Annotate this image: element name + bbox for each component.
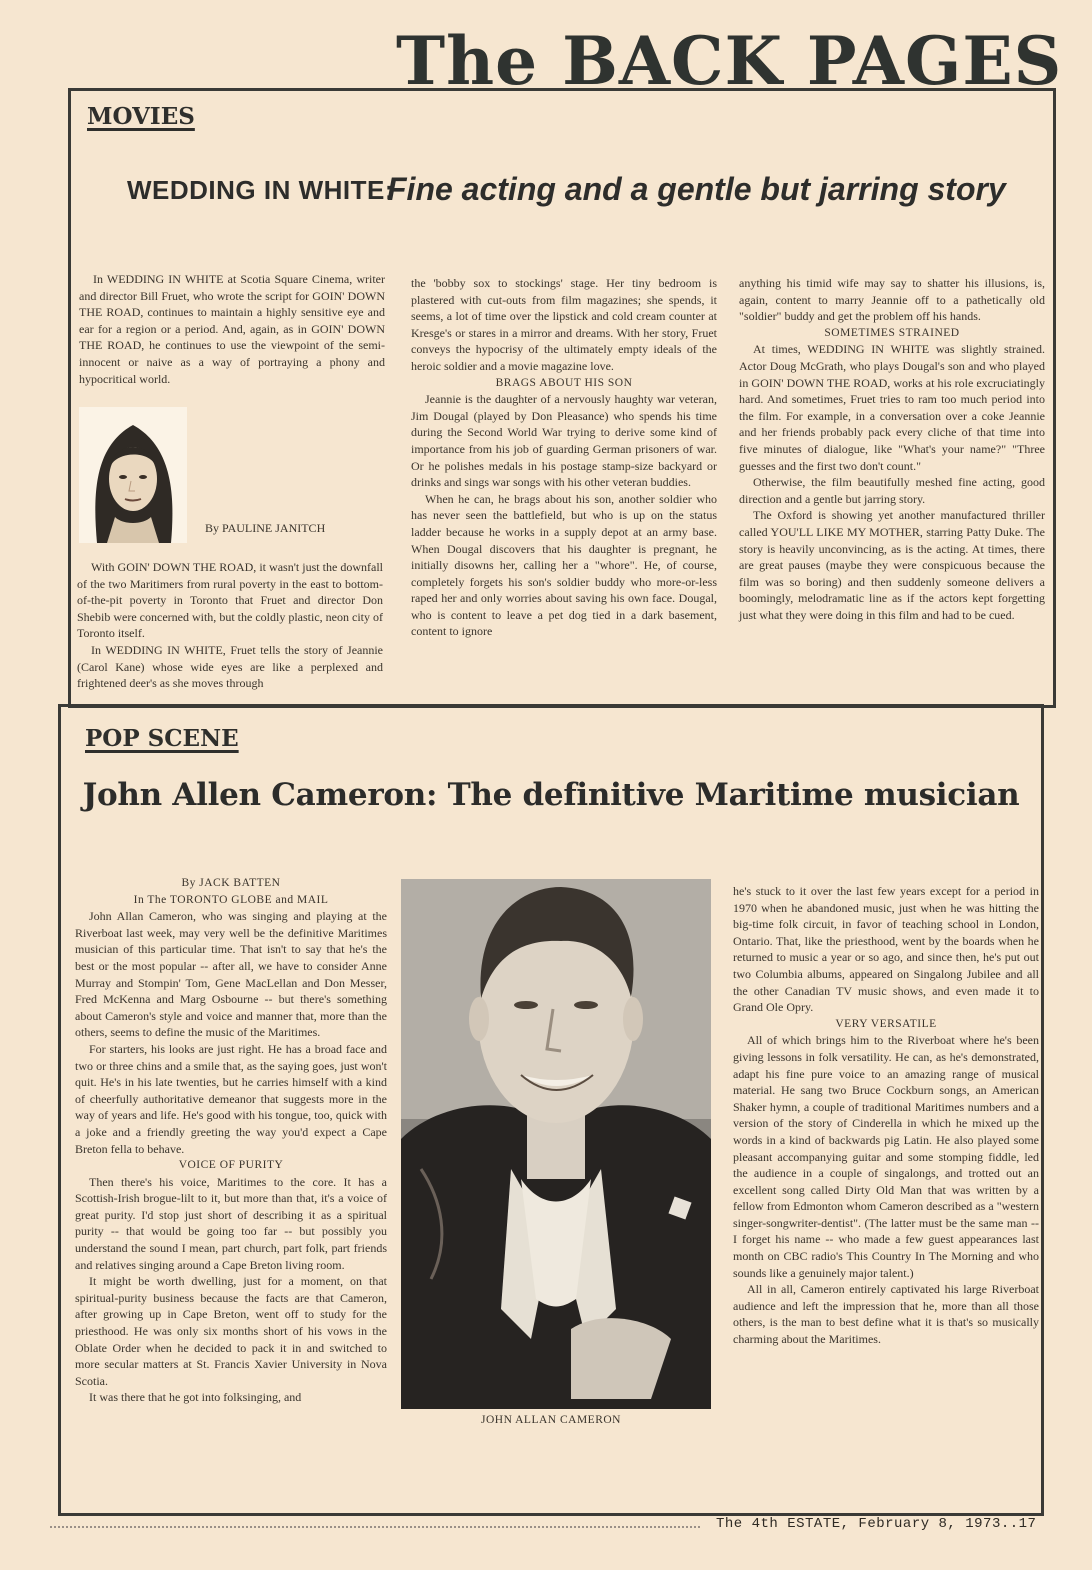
photo-caption: JOHN ALLAN CAMERON	[481, 1414, 621, 1426]
movie-headline-title: WEDDING IN WHITE:	[127, 175, 395, 205]
movie-column-3	[739, 275, 1045, 623]
paragraph: Jeannie is the daughter of a nervously haughty war veteran, Jim Dougal (played by Don Pleasance) who spends his time during the Second World War trying to derive some kind of importance from his job of guarding German prisoners of war. Or he polishes medals in his postage stamp-size backyard or drinks and sings war songs with his other veteran buddies.	[411, 392, 717, 490]
paragraph: In WEDDING IN WHITE, Fruet tells the story of Jeannie (Carol Kane) whose wide eyes are like a perplexed and frightened deer's as she moves through	[77, 642, 383, 691]
movie-column-1	[79, 271, 385, 387]
section-label-pop-scene: POP SCENE	[85, 725, 239, 752]
movie-headline-subtitle: Fine acting and a gentle but jarring story	[387, 171, 1006, 207]
paragraph: At times, WEDDING IN WHITE was slightly strained. Actor Doug McGrath, who plays Dougal's son and who played in GOIN' DOWN THE ROAD, works at his role excruciatingly hard. And sometimes, Fruet tries to ram too much period into the film. For example, in a conversation over a coke Jeannie and her friends probably pack every cliche of that time into five minutes of dialogue, like "What's your name?" "Three guesses and the first two don't count."	[739, 342, 1045, 473]
paragraph: In WEDDING IN WHITE at Scotia Square Cinema, writer and director Bill Fruet, who wrote the script for GOIN' DOWN THE ROAD, continues to maintain a highly sensitive eye and ear for a region or a period. And, again, as in GOIN' DOWN THE ROAD, he continues to use the viewpoint of the semi-innocent or naive as a way of portraying a phony and hypocritical world.	[79, 272, 385, 386]
pop-column-3	[733, 883, 1039, 1348]
movies-section	[68, 88, 1056, 708]
paragraph: the 'bobby sox to stockings' stage. Her tiny bedroom is plastered with cut-outs from film magazines; she spends, it seems, a lot of time over the lipstick and cold cream counter at Kresge's or stares in a mirror and dreams. With her story, Fruet conveys the hypocrisy of the ultimately empty ideals of the heroic soldier and a movie magazine love.	[411, 276, 717, 373]
paragraph: With GOIN' DOWN THE ROAD, it wasn't just the downfall of the two Maritimers from rural poverty in the east to bottom-of-the-pit poverty in Toronto that Fruet and director Don Shebib were concerned with, but the coldly plastic, neon city of Toronto itself.	[77, 560, 383, 641]
portrait-image	[79, 407, 187, 543]
subhead: BRAGS ABOUT HIS SON	[495, 376, 633, 389]
paragraph: John Allan Cameron, who was singing and playing at the Riverboat last week, may very well be the definitive Maritimes musician of this particular time. That isn't to say that he's the best or the most popular -- after all, we have to consider Anne Murray and Stompin' Tom, Gene MacLellan and Don Messer, Fred McKenna and Marg Osbourne -- but there's something about Cameron's style and voice and manner that, more than the others, seems to define the music of the Maritimes.	[75, 909, 387, 1040]
paragraph: The Oxford is showing yet another manufactured thriller called YOU'LL LIKE MY MOTHER, starring Patty Duke. The story is heavily unconvincing, as is the acting. At times, there are great pauses (maybe they were conspicuous because the film was so boring) and then suddenly someone delivers a boomingly, melodramatic line as if the actors kept forgetting just what they were doing in this film and had to be cued.	[739, 508, 1045, 622]
paragraph: Then there's his voice, Maritimes to the core. It has a Scottish-Irish brogue-lilt to it, but more than that, it's a voice of great purity. I'd stop just short of describing it as a spiritual purity -- that would be going too far -- but possibly you understand the sound I mean, part church, part folk, part friends and relatives singing around a Cape Breton living room.	[75, 1174, 387, 1272]
movie-byline: By PAULINE JANITCH	[205, 521, 326, 535]
musician-portrait-image	[401, 879, 711, 1409]
masthead: The BACK PAGES	[396, 22, 1063, 100]
paragraph: For starters, his looks are just right. He has a broad face and two or three chins and a smile that, as the saying goes, just won't quit. He's in his late twenties, but he carries himself with a kind of cheerfully authoritative demeanor that suggests more in the way of years and life. He's good with his tongue, too, quick with a joke and a friendly greeting the way you'd expect a Cape Breton fella to behave.	[75, 1041, 387, 1156]
movie-column-2	[411, 275, 717, 640]
byline-source: In The TORONTO GLOBE and MAIL	[133, 893, 329, 906]
paragraph: anything his timid wife may say to shatter his illusions, is, again, content to marry Jeannie off to a pathetically old "soldier" buddy and get the problem off his hands.	[739, 276, 1045, 324]
paragraph: he's stuck to it over the last few years except for a period in 1970 when he abandoned music, just when he was hitting the big-time folk circuit, in favor of teaching school in London, Ontario. That, like the priesthood, went by the boards when he returned to music a year or so ago, and since then, he's put out two Columbia albums, appeared on Singalong Jubilee and all the other Canadian TV music shows, and even made it to Grand Ole Opry.	[733, 884, 1039, 1015]
subhead: VOICE OF PURITY	[178, 1159, 284, 1172]
paragraph: All in all, Cameron entirely captivated his large Riverboat audience and left the impression that he, more than all those others, is the man to best define what it is that's so musically charming about the Maritimes.	[733, 1282, 1039, 1347]
paragraph: Otherwise, the film beautifully meshed fine acting, good direction and a gentle but jarring story.	[739, 475, 1045, 506]
page-footer: The 4th ESTATE, February 8, 1973..17	[716, 1516, 1037, 1532]
pop-scene-section	[58, 704, 1044, 1516]
byline: By JACK BATTEN	[181, 877, 281, 889]
musician-photo	[401, 879, 711, 1409]
paragraph: It might be worth dwelling, just for a moment, on that spiritual-purity business because the facts are that Cameron, after growing up in Cape Breton, went off to study for the priesthood. He was only six months short of his vows in the Oblate Order when he decided to pack it in and switched to more secular matters at St. Francis Xavier University in Nova Scotia.	[75, 1274, 387, 1388]
subhead: VERY VERSATILE	[835, 1017, 937, 1030]
subhead: SOMETIMES STRAINED	[824, 326, 960, 339]
section-label-movies: MOVIES	[87, 103, 195, 130]
paragraph: It was there that he got into folksinging, and	[89, 1390, 302, 1405]
paragraph: All of which brings him to the Riverboat where he's been giving lessons in folk versatility. He can, as he's demonstrated, adapt his fine pure voice to an amazing range of musical material. He sang two Bruce Cockburn songs, an American Shaker hymn, a couple of traditional Maritimes numbers and a version of the story of Cinderella in which he mixed up the words in a kind of backwards pig Latin. He also played some pleasant accompanying guitar and some stomping fiddle, led the audience in a couple of singalongs, and trotted out an excellent song called Dirty Old Man that was written by a fellow from Edmonton whom Cameron described as a "western singer-songwriter-dentist". (The latter must be the same man -- I forget his name -- who made a few guest appearances last month on CBC radio's This Country In The Morning and who sounds like a genuinely major talent.)	[733, 1033, 1039, 1280]
pop-column-1	[75, 875, 387, 1406]
paragraph: When he can, he brags about his son, another soldier who has never seen the battlefield, but who is up on the status ladder because he works in a supply depot at an army base. When Dougal discovers that his daughter is pregnant, he initially disowns her, calling her a "whore". He, of course, completely forgets his son's soldier buddy who more-or-less raped her and only worries about saving his own face. Dougal, who is content to leave a pet dog tied in a dark basement, content to ignore	[411, 491, 717, 639]
pop-headline: John Allen Cameron: The definitive Maritime musician	[82, 777, 1020, 813]
author-photo	[79, 407, 187, 543]
movie-column-1-continued	[77, 559, 383, 692]
footer-rule	[50, 1526, 700, 1528]
